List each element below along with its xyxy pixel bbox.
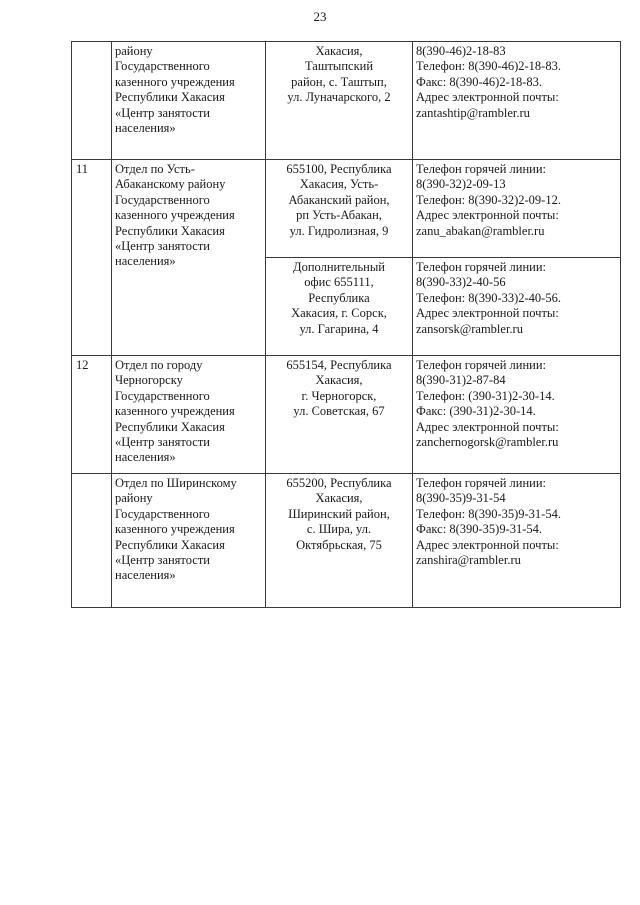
organization-line: казенного учреждения bbox=[115, 208, 235, 223]
contact-line: Телефон горячей линии: bbox=[416, 358, 546, 372]
address-line: ул. Гидролизная, 9 bbox=[289, 223, 389, 238]
address-line: Абаканский район, bbox=[288, 192, 390, 207]
contact-line: Телефон: 8(390-32)2-09-12. bbox=[416, 192, 561, 207]
organization-line: населения» bbox=[115, 121, 176, 136]
address-cell bbox=[266, 474, 413, 608]
contact-line: Адрес электронной почты: bbox=[416, 90, 559, 105]
organization-cell bbox=[112, 160, 266, 356]
address-line: ул. Гагарина, 4 bbox=[299, 321, 379, 336]
contact-line: Телефон: (390-31)2-30-14. bbox=[416, 388, 555, 403]
email-address[interactable]: zanshira@rambler.ru bbox=[416, 553, 521, 568]
address-line: офис 655111, bbox=[304, 275, 374, 290]
contacts-cell bbox=[413, 160, 621, 258]
address-line: ул. Советская, 67 bbox=[293, 404, 385, 419]
address-line: район, с. Таштып, bbox=[291, 74, 387, 89]
organization-line: Государственного bbox=[115, 192, 210, 207]
table-body bbox=[72, 42, 621, 608]
contact-line: Факс: 8(390-35)9-31-54. bbox=[416, 522, 543, 537]
email-address[interactable]: zansorsk@rambler.ru bbox=[416, 321, 523, 336]
row-number-cell: 12 bbox=[72, 356, 112, 474]
address-line: с. Шира, ул. bbox=[306, 522, 372, 537]
table-row bbox=[72, 356, 621, 474]
address-line: г. Черногорск, bbox=[301, 388, 377, 403]
address-line: Ширинский район, bbox=[288, 506, 390, 521]
contact-line: Телефон горячей линии: bbox=[416, 476, 546, 490]
address-line: ул. Луначарского, 2 bbox=[287, 90, 391, 105]
organization-line: Государственного bbox=[115, 506, 210, 521]
contacts-cell bbox=[413, 474, 621, 608]
organization-line: району bbox=[115, 44, 153, 58]
address-cell bbox=[266, 42, 413, 160]
row-number-cell bbox=[72, 474, 112, 608]
contact-line: 8(390-35)9-31-54 bbox=[416, 491, 506, 506]
contact-line: Телефон горячей линии: bbox=[416, 162, 546, 176]
address-line: Дополнительный bbox=[293, 260, 385, 274]
row-number-cell: 11 bbox=[72, 160, 112, 356]
contact-line: Адрес электронной почты: bbox=[416, 419, 559, 434]
table-row bbox=[72, 474, 621, 608]
organization-line: «Центр занятости bbox=[115, 239, 210, 254]
organization-line: Черногорску bbox=[115, 373, 183, 388]
contact-line: Телефон горячей линии: bbox=[416, 260, 546, 274]
organization-line: Государственного bbox=[115, 388, 210, 403]
address-line: Хакасия, г. Сорск, bbox=[291, 306, 387, 321]
address-line: Таштыпский bbox=[304, 59, 374, 74]
organization-line: казенного учреждения bbox=[115, 74, 235, 89]
address-line: Хакасия, bbox=[315, 491, 363, 506]
contact-line: Телефон: 8(390-35)9-31-54. bbox=[416, 506, 561, 521]
address-cell bbox=[266, 356, 413, 474]
organization-line: Республики Хакасия bbox=[115, 223, 225, 238]
organization-line: казенного учреждения bbox=[115, 522, 235, 537]
organization-line: району bbox=[115, 491, 153, 506]
organization-line: Республики Хакасия bbox=[115, 419, 225, 434]
contact-line: 8(390-33)2-40-56 bbox=[416, 275, 506, 290]
organization-line: населения» bbox=[115, 568, 176, 583]
organization-line: Абаканскому району bbox=[115, 177, 226, 192]
contact-line: Адрес электронной почты: bbox=[416, 306, 559, 321]
table-row bbox=[72, 42, 621, 160]
organization-line: Государственного bbox=[115, 59, 210, 74]
email-address[interactable]: zantashtip@rambler.ru bbox=[416, 105, 530, 120]
address-line: Октябрьская, 75 bbox=[296, 537, 382, 552]
contact-line: 8(390-32)2-09-13 bbox=[416, 177, 506, 192]
organization-line: «Центр занятости bbox=[115, 435, 210, 450]
contact-line: Адрес электронной почты: bbox=[416, 208, 559, 223]
address-line: Хакасия, bbox=[315, 373, 363, 388]
page-number: 23 bbox=[313, 9, 327, 24]
contacts-cell bbox=[413, 258, 621, 356]
contact-line: 8(390-46)2-18-83 bbox=[416, 44, 506, 58]
contact-line: Факс: 8(390-46)2-18-83. bbox=[416, 74, 543, 89]
address-line: 655100, Республика bbox=[286, 162, 392, 176]
contact-line: Адрес электронной почты: bbox=[416, 537, 559, 552]
address-line: Хакасия, Усть- bbox=[299, 177, 379, 192]
address-line: рп Усть-Абакан, bbox=[296, 208, 382, 223]
organization-line: Республики Хакасия bbox=[115, 90, 225, 105]
email-address[interactable]: zanchernogorsk@rambler.ru bbox=[416, 435, 559, 450]
organization-cell bbox=[112, 474, 266, 608]
row-number-cell bbox=[72, 42, 112, 160]
contacts-cell bbox=[413, 356, 621, 474]
contacts-cell bbox=[413, 42, 621, 160]
address-cell bbox=[266, 160, 413, 258]
organization-line: Отдел по Усть- bbox=[115, 162, 195, 176]
organization-line: населения» bbox=[115, 254, 176, 269]
table-row bbox=[72, 160, 621, 258]
address-cell bbox=[266, 258, 413, 356]
organization-line: «Центр занятости bbox=[115, 553, 210, 568]
organization-cell bbox=[112, 356, 266, 474]
contact-line: Телефон: 8(390-46)2-18-83. bbox=[416, 59, 561, 74]
email-address[interactable]: zanu_abakan@rambler.ru bbox=[416, 223, 545, 238]
address-line: Хакасия, bbox=[315, 44, 363, 58]
address-line: 655200, Республика bbox=[286, 476, 392, 490]
employment-centers-table bbox=[71, 41, 621, 608]
organization-line: населения» bbox=[115, 450, 176, 465]
address-line: Республика bbox=[308, 290, 370, 305]
organization-line: Отдел по Ширинскому bbox=[115, 476, 237, 490]
address-line: 655154, Республика bbox=[286, 358, 392, 372]
organization-line: казенного учреждения bbox=[115, 404, 235, 419]
contact-line: Телефон: 8(390-33)2-40-56. bbox=[416, 290, 561, 305]
contact-line: Факс: (390-31)2-30-14. bbox=[416, 404, 536, 419]
organization-line: Отдел по городу bbox=[115, 358, 203, 372]
organization-cell bbox=[112, 42, 266, 160]
contact-line: 8(390-31)2-87-84 bbox=[416, 373, 506, 388]
organization-line: Республики Хакасия bbox=[115, 537, 225, 552]
organization-line: «Центр занятости bbox=[115, 105, 210, 120]
